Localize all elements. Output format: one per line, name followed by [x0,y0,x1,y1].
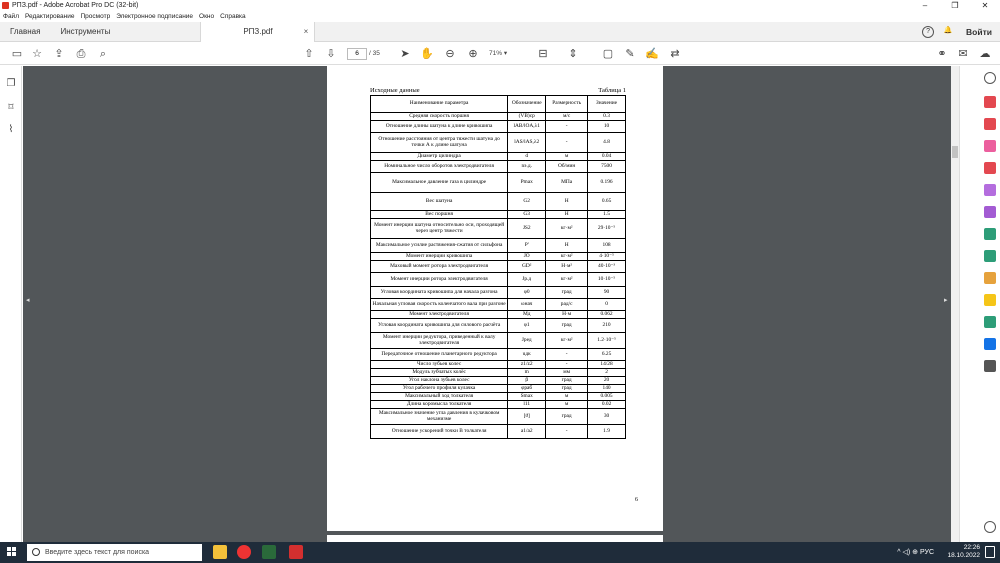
table-cell: l11 [508,401,546,409]
table-cell: lAS/lAS,λ2 [508,133,546,153]
signin-button[interactable]: Войти [966,27,992,37]
table-cell: град [546,385,588,393]
table-cell: Н [546,211,588,219]
search-icon [32,548,40,556]
table-cell: 14/28 [588,361,626,369]
table-cell: ωнач [508,299,546,311]
table-cell: м [546,153,588,161]
table-row [371,239,626,253]
table-row [371,253,626,261]
more-tools-icon[interactable] [984,360,996,372]
table-cell: 0.65 [588,193,626,211]
table-header-row [371,96,626,113]
sign-icon[interactable]: ✍ [645,48,659,60]
table-cell: Jр.д [508,273,546,287]
table-cell: 0.04 [588,153,626,161]
menu-window[interactable]: Окно [199,13,215,20]
table-cell: uдк [508,349,546,361]
header-cell: Обозначение [508,96,546,113]
organize-pages-icon[interactable] [984,184,996,196]
scroll-icon[interactable]: ⇕ [568,48,578,60]
table-cell: Об/мин [546,161,588,173]
table-cell: кг·м² [546,273,588,287]
windows-start-icon[interactable] [7,547,17,557]
table-cell: 1.9 [588,425,626,439]
table-cell: Угловая координата кривошипа для силового расчёта [371,319,508,333]
table-cell: 0.005 [588,393,626,401]
table-row [371,261,626,273]
table-cell: JO [508,253,546,261]
pdf-content [370,87,626,439]
table-cell: P' [508,239,546,253]
tab-document[interactable] [200,22,315,42]
table-cell: Угол рабочего профиля кулачка [371,385,508,393]
pen-icon[interactable]: ✎ [625,48,635,60]
table-cell: 29·10⁻⁵ [588,219,626,239]
table-cell: GD² [508,261,546,273]
upload-icon[interactable]: ⇪ [54,48,64,60]
table-cell: Вес шатуна [371,193,508,211]
table-cell: Средняя скорость поршня [371,113,508,121]
table-cell: Mд [508,311,546,319]
clock[interactable] [947,544,980,560]
yandex-browser-icon[interactable] [237,545,251,559]
pdf-page [327,66,663,531]
chevron-down-icon: ▾ [503,50,508,57]
combine-files-icon[interactable] [984,162,996,174]
table-cell: [ϑ] [508,409,546,425]
taskbar-search[interactable] [27,544,202,561]
table-row [371,299,626,311]
table-cell: Pmax [508,173,546,193]
table-cell: 4·10⁻⁵ [588,253,626,261]
table-cell: 30 [588,409,626,425]
system-tray-icons[interactable]: ^ ◁) ⊕ РУС [897,549,934,556]
table-row [371,287,626,299]
table-cell: - [546,349,588,361]
table-row [371,121,626,133]
table-cell: 140 [588,385,626,393]
cloud-icon[interactable]: ☁ [979,48,991,60]
link-icon[interactable]: ⚭ [937,48,947,60]
table-cell: Вес поршня [371,211,508,219]
table-row [371,361,626,369]
table-cell: 0 [588,299,626,311]
zoom-select[interactable] [489,48,519,60]
table-row [371,161,626,173]
create-pdf-icon[interactable] [984,118,996,130]
table-row [371,173,626,193]
table-cell: Максимальный ход толкателя [371,393,508,401]
header-cell: Наименование параметра [371,96,508,113]
mail-icon[interactable]: ✉ [958,48,968,60]
table-cell: - [546,361,588,369]
table-cell: Отношение расстояния от центра тяжести шатуна до точки А к длине шатуна [371,133,508,153]
arrow-down-icon[interactable]: ⇩ [326,48,336,60]
zoom-value: 71% [489,50,503,57]
tab-home[interactable]: Главная [10,26,41,36]
table-cell: - [546,133,588,153]
tab-document-label: РПЗ.pdf [243,26,273,36]
table-cell: 0.3 [588,113,626,121]
table-cell: град [546,377,588,385]
file-explorer-icon[interactable] [213,545,227,559]
page-number: 6 [635,497,638,503]
table-row [371,409,626,425]
table-row [371,193,626,211]
main-toolbar [0,43,1000,65]
table-cell: lAB/lOA,λ1 [508,121,546,133]
pdf-next-page [327,535,663,542]
table-cell: 0.196 [588,173,626,193]
menu-help[interactable]: Справка [220,13,246,20]
zoom-in-icon[interactable]: ⊕ [468,48,478,60]
acrobat-taskbar-icon[interactable] [289,545,303,559]
table-cell: Передаточное отношение планетарного редуктора [371,349,508,361]
table-cell: 7500 [588,161,626,173]
table-cell: 10 [588,121,626,133]
header-cell: Размерность [546,96,588,113]
table-cell: Момент электродвигателя [371,311,508,319]
table-cell: - [546,425,588,439]
caption-left: Исходные данные [370,87,420,94]
table-row [371,369,626,377]
table-cell: 40·10⁻³ [588,261,626,273]
maximize-button[interactable]: ❐ [951,1,959,10]
table-cell: Н·м² [546,261,588,273]
table-cell: Jред [508,333,546,349]
window-controls [910,0,1000,11]
arrow-up-icon[interactable]: ⇧ [304,48,314,60]
table-cell: β [508,377,546,385]
shield-icon[interactable] [984,338,996,350]
table-cell: Smax [508,393,546,401]
table-cell: мм [546,369,588,377]
pages-icon[interactable]: ❐ [6,78,16,89]
table-cell: nэ.д. [508,161,546,173]
close-button[interactable]: ✕ [981,1,989,10]
table-cell: d [508,153,546,161]
table-cell: Момент инерции кривошипа [371,253,508,261]
table-cell: 210 [588,319,626,333]
table-row [371,211,626,219]
table-cell: 1.5 [588,211,626,219]
home-icon[interactable]: ▭ [11,48,23,60]
star-icon[interactable]: ☆ [32,48,42,60]
clock-date: 18.10.2022 [947,552,980,559]
table-cell: град [546,409,588,425]
table-cell: φ1 [508,319,546,333]
scan-icon[interactable] [984,250,996,262]
tab-close-icon[interactable]: × [303,26,309,36]
table-cell: 0.062 [588,311,626,319]
attachment-icon[interactable]: ⌇ [8,124,14,135]
table-cell: (VB)ср [508,113,546,121]
table-cell: град [546,287,588,299]
table-cell: Модуль зубчатых колёс [371,369,508,377]
hand-icon[interactable]: ✋ [420,48,434,60]
window-titlebar [0,0,1000,11]
left-nav-pane [0,66,22,542]
tab-tools[interactable]: Инструменты [60,26,111,36]
share-icon[interactable]: ⇄ [670,48,680,60]
table-cell: JS2 [508,219,546,239]
tabbar-right [914,22,992,42]
table-row [371,311,626,319]
bookmark-icon[interactable]: ⌑ [8,102,14,113]
menu-view[interactable]: Просмотр [80,13,111,20]
table-row [371,377,626,385]
table-cell: G3 [508,211,546,219]
comment-icon[interactable]: ▢ [602,48,614,60]
scrollbar-thumb[interactable] [952,146,958,158]
table-cell: Максимальное усилие растяжения-сжатия от сильфона [371,239,508,253]
table-row [371,425,626,439]
table-caption [370,87,626,95]
zoom-out-icon[interactable]: ⊖ [445,48,455,60]
table-cell: 90 [588,287,626,299]
clock-time: 22:26 [963,544,980,551]
table-cell: a1/a2 [508,425,546,439]
cursor-icon[interactable]: ➤ [400,48,410,60]
taskbar-search-placeholder: Введите здесь текст для поиска [45,549,150,556]
table-cell: кг·м² [546,333,588,349]
table-cell: Угол наклона зубьев колес [371,377,508,385]
table-cell: 20 [588,377,626,385]
table-row [371,349,626,361]
app-icon[interactable] [262,545,276,559]
comment-tool-icon[interactable] [984,294,996,306]
edit-pdf-icon[interactable] [984,140,996,152]
params-table [370,95,626,439]
send-for-signature-icon[interactable] [984,228,996,240]
table-cell: z1/z2 [508,361,546,369]
fill-sign-icon[interactable] [984,206,996,218]
table-cell: - [546,121,588,133]
chat-icon[interactable] [984,521,996,533]
table-cell: m [508,369,546,377]
bell-icon[interactable]: 🔔 [943,27,953,34]
table-cell: Отношение ускорений точки В толкателя [371,425,508,439]
table-row [371,393,626,401]
page-number-input[interactable]: 6 [347,48,367,60]
table-cell: МПа [546,173,588,193]
minimize-button[interactable]: – [922,1,928,10]
table-cell: Число зубьев колес [371,361,508,369]
table-row [371,133,626,153]
table-cell: кг·м² [546,219,588,239]
table-cell: 2 [588,369,626,377]
table-cell: Номинальное число оборотов электродвигателя [371,161,508,173]
caption-right: Таблица 1 [598,87,626,94]
acrobat-icon [2,2,9,9]
table-cell: 10·10⁻⁵ [588,273,626,287]
table-cell: Диаметр цилиндра [371,153,508,161]
windows-taskbar [0,542,1000,563]
table-cell: Маховый момент ротора электродвигателя [371,261,508,273]
fit-icon[interactable]: ⊟ [538,48,548,60]
table-cell: м [546,401,588,409]
table-row [371,113,626,121]
table-cell: 108 [588,239,626,253]
table-row [371,333,626,349]
collapse-right-icon[interactable]: ▸ [944,297,948,304]
table-cell: Момент инерции шатуна относительно оси, проходящей через центр тяжести [371,219,508,239]
table-cell: Угловая координата кривошипа для начала разгона [371,287,508,299]
collapse-left-icon[interactable]: ◂ [26,297,30,304]
tab-bar [0,22,1000,42]
table-cell: Н·м [546,311,588,319]
table-cell: Момент инерции ротора электродвигателя [371,273,508,287]
table-cell: 4.8 [588,133,626,153]
compare-icon[interactable] [984,316,996,328]
table-cell: Н [546,193,588,211]
table-cell: 1.2·10⁻⁵ [588,333,626,349]
table-cell: 0.02 [588,401,626,409]
table-row [371,319,626,333]
table-row [371,385,626,393]
table-cell: м/с [546,113,588,121]
menu-edit[interactable]: Редактирование [24,13,75,20]
table-cell: Максимальное значение угла давления в кулачковом механизме [371,409,508,425]
table-cell: кг·м² [546,253,588,261]
table-row [371,401,626,409]
notification-icon[interactable] [985,546,995,558]
page-total: / 35 [369,50,380,57]
header-cell: Значение [588,96,626,113]
table-row [371,153,626,161]
table-cell: φраб [508,385,546,393]
menu-file[interactable]: Файл [3,13,19,20]
table-row [371,219,626,239]
right-tools-pane [959,66,1000,542]
table-cell: 6.25 [588,349,626,361]
table-cell: м [546,393,588,401]
table-cell: Отношение длины шатуна к длине кривошипа [371,121,508,133]
table-row [371,273,626,287]
window-title: РПЗ.pdf - Adobe Acrobat Pro DC (32-bit) [12,2,139,9]
table-cell: град [546,319,588,333]
print-icon[interactable]: ⎙ [76,48,86,60]
table-cell: G2 [508,193,546,211]
protect-icon[interactable] [984,272,996,284]
table-cell: Максимальное давление газа в цилиндре [371,173,508,193]
table-cell: Начальная угловая скорость коленчатого вала при разгоне [371,299,508,311]
table-cell: Момент инерции редуктора, приведенный к валу электродвигателя [371,333,508,349]
vertical-scrollbar[interactable] [951,66,959,542]
table-cell: Длина коромысла толкателя [371,401,508,409]
export-pdf-icon[interactable] [984,96,996,108]
menu-bar [0,11,1000,22]
zoom-tool-icon[interactable] [984,72,996,84]
table-cell: Н [546,239,588,253]
help-icon[interactable]: ? [922,26,934,38]
menu-esign[interactable]: Электронное подписание [116,13,194,20]
table-cell: φ0 [508,287,546,299]
search-icon[interactable]: ⌕ [99,48,107,60]
table-cell: рад/с [546,299,588,311]
